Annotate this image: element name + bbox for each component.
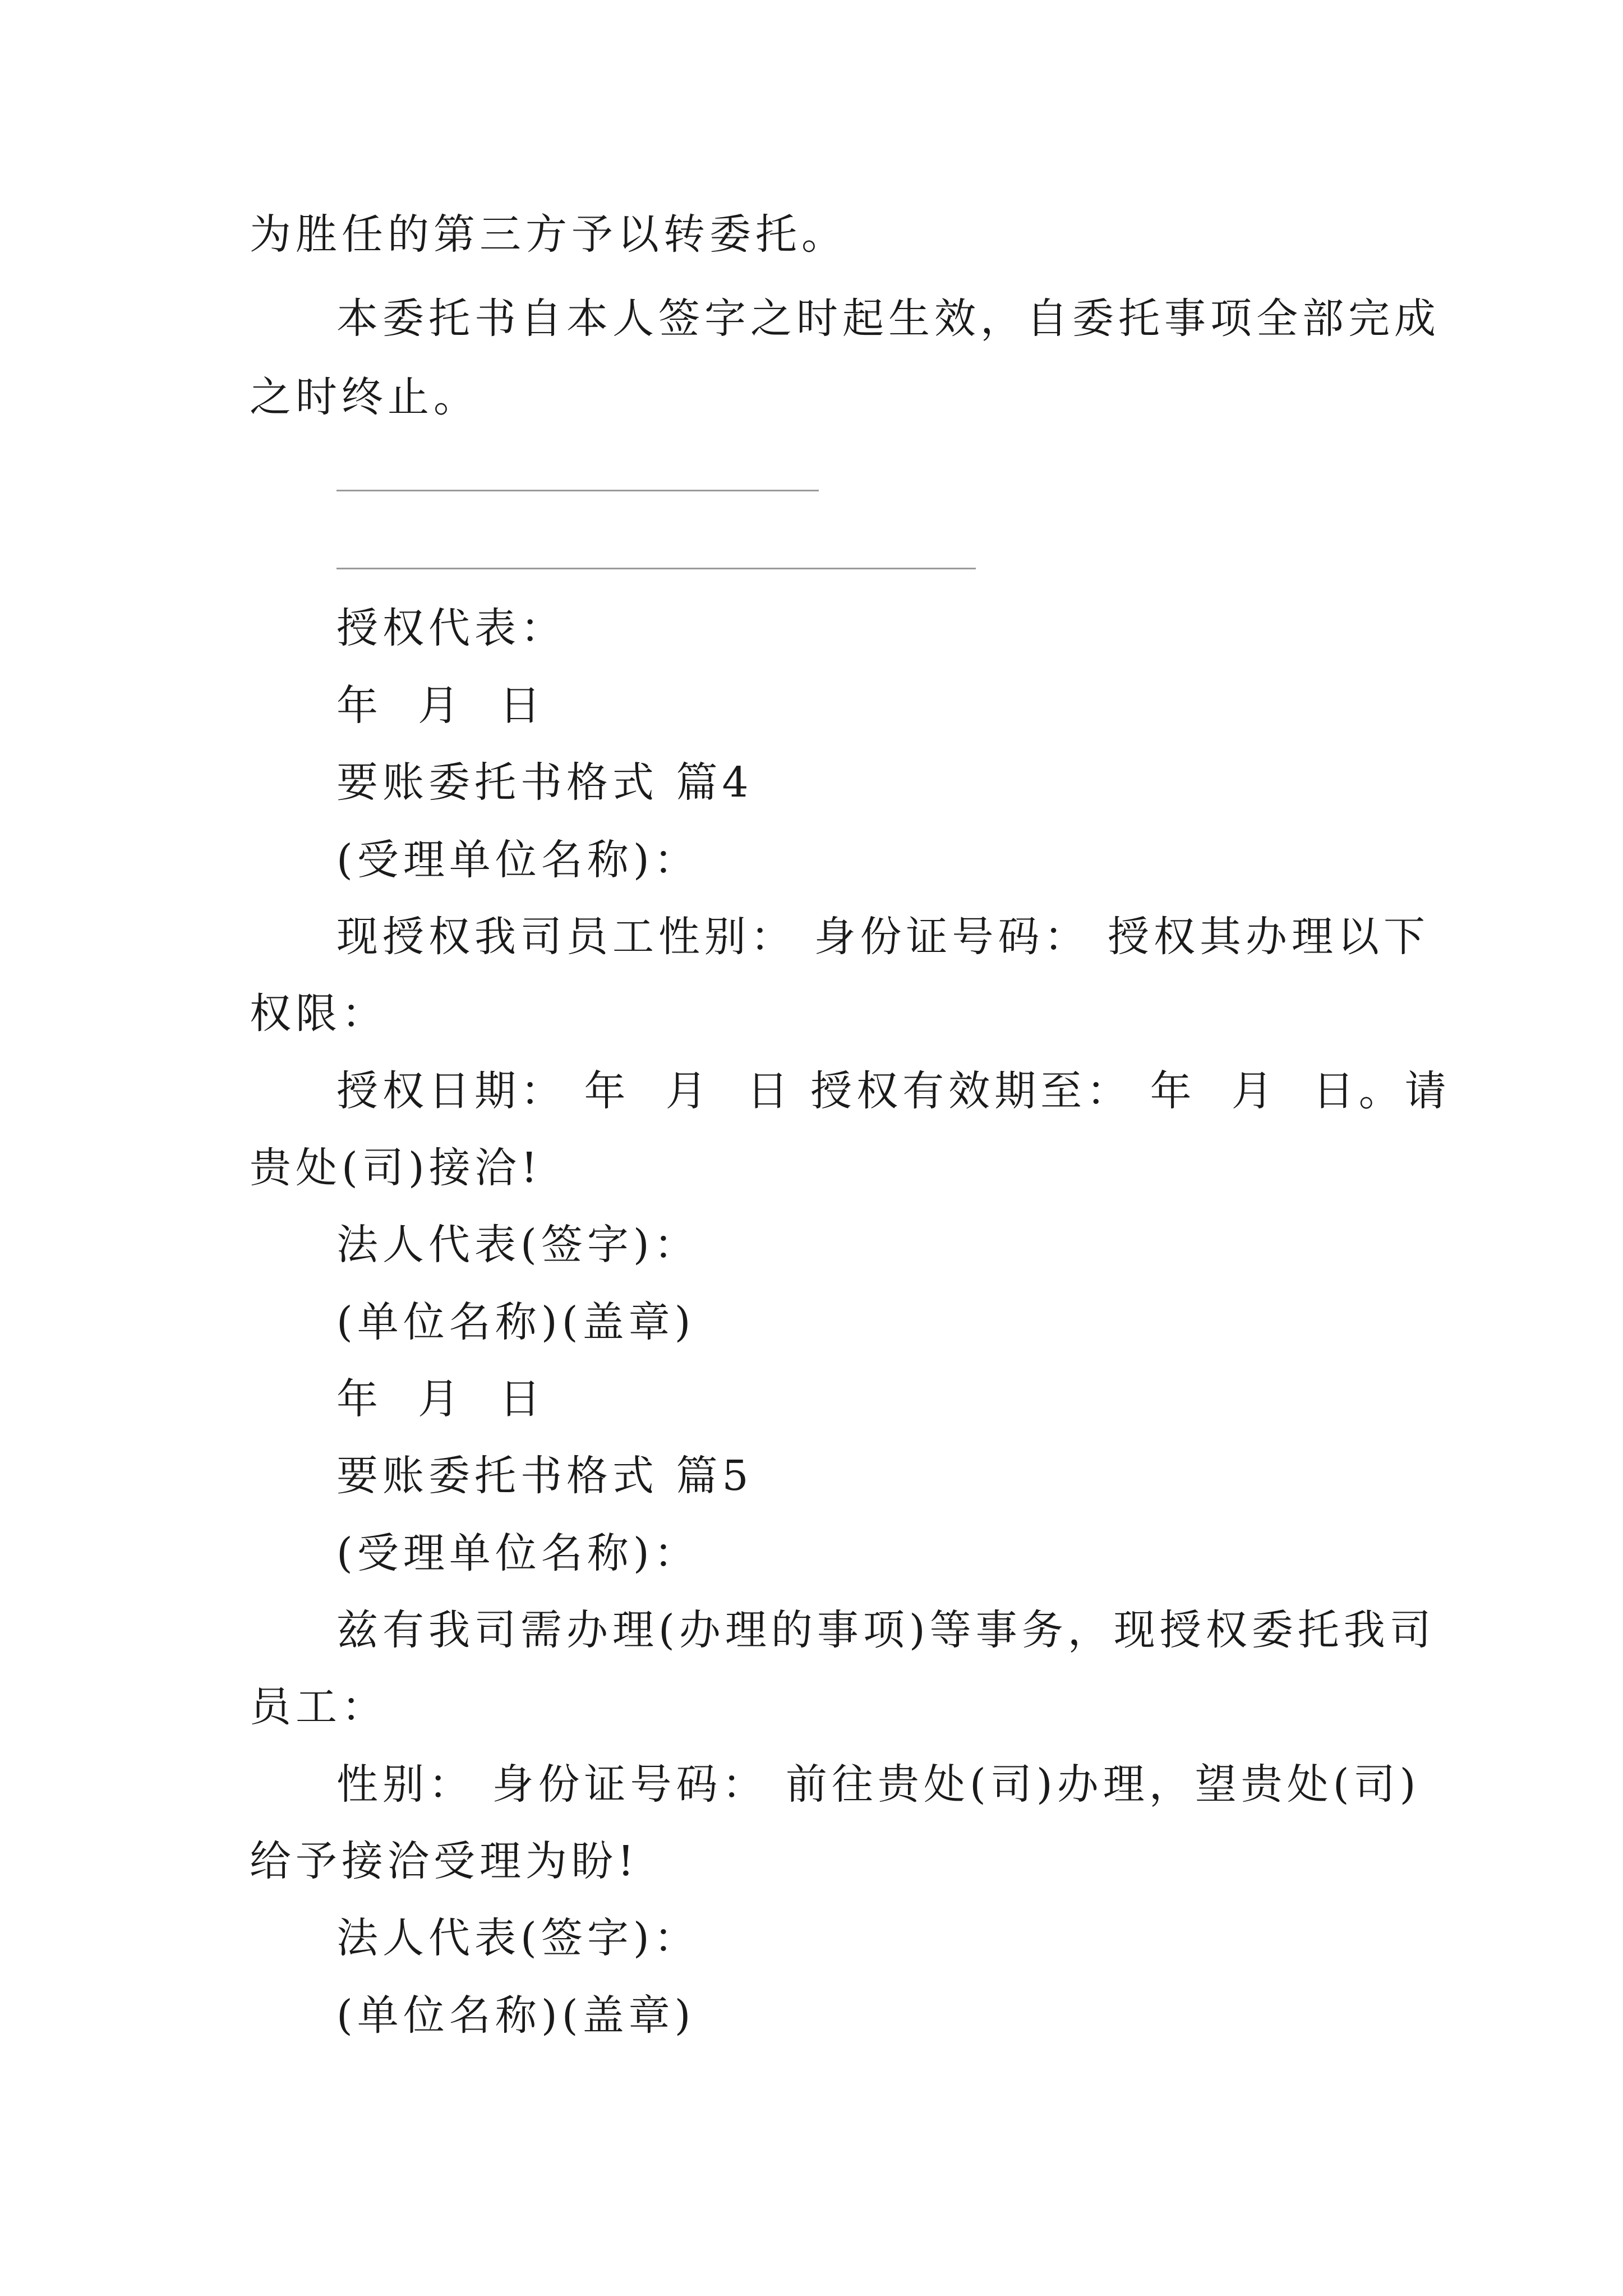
paragraph-line: 兹有我司需办理(办理的事项)等事务，现授权委托我司 [336,1606,1436,1654]
paragraph-line: 为胜任的第三方予以转委托。 [250,210,847,259]
date-line: 年 月 日 [336,1375,546,1423]
section-heading: 要账委托书格式 篇4 [336,758,753,807]
paragraph-line: 本委托书自本人签字之时起生效，自委托事项全部完成 [336,295,1440,343]
date-line: 年 月 日 [336,682,546,730]
paragraph-line: 现授权我司员工性别： 身份证号码： 授权其办理以下 [336,913,1430,961]
paragraph-line: 授权日期： 年 月 日 授权有效期至： 年 月 日。请 [336,1067,1451,1115]
paragraph-line: 之时终止。 [250,373,479,421]
paragraph-line: 给予接洽受理为盼! [250,1837,639,1885]
legal-representative-label: 法人代表(签字)： [336,1914,700,1962]
seal-line: (单位名称)(盖章) [336,1298,695,1346]
paragraph-line: 性别： 身份证号码： 前往贵处(司)办理，望贵处(司) [336,1760,1421,1809]
paragraph-line: 权限： [250,990,388,1038]
legal-representative-label: 法人代表(签字)： [336,1221,700,1269]
seal-line: (单位名称)(盖章) [336,1991,695,2040]
authorized-representative-label: 授权代表： [336,604,566,652]
recipient-line: (受理单位名称)： [336,836,700,884]
paragraph-line: 贵处(司)接洽! [250,1144,542,1192]
paragraph-line: 员工： [250,1683,388,1731]
signature-rule [336,490,819,491]
section-heading: 要账委托书格式 篇5 [336,1452,753,1500]
signature-rule [336,568,976,569]
recipient-line: (受理单位名称)： [336,1529,700,1577]
